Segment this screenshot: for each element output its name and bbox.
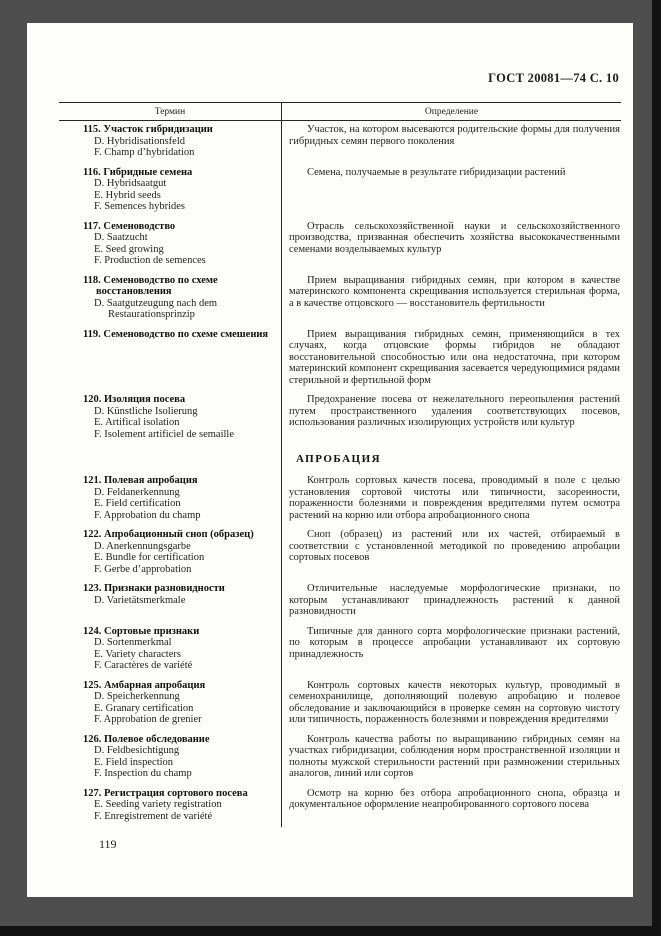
term-title: Регистрация сортового посева <box>104 787 248 799</box>
term-translation: D. Anerkennungsgarbe <box>94 540 191 552</box>
term-cell <box>59 472 282 526</box>
term-translation: D. Saatzucht <box>94 232 148 243</box>
term-cell <box>59 272 282 326</box>
term-translations <box>83 799 275 822</box>
term-title: Изоляция посева <box>104 394 186 405</box>
table-row <box>59 677 621 731</box>
term-cell <box>59 623 282 677</box>
term-line <box>83 680 275 692</box>
term-translation: F. Champ d’hybridation <box>94 147 195 158</box>
term-translation: F. Semences hybrides <box>94 201 186 212</box>
scan-edge-right <box>652 0 661 936</box>
term-number: 120. <box>83 394 102 405</box>
table-row <box>59 785 621 828</box>
term-definition: Предохранение посева от нежелательного переопыления растений путем пространственного удаления соответствующих посевов, использования различных изолирующих устройств или культур <box>289 394 620 428</box>
document-header: ГОСТ 20081—74 С. 10 <box>488 71 619 85</box>
term-translation: E. Granary certification <box>94 702 194 714</box>
term-definition: Прием выращивания гибридных семян, применяющийся в тех случаях, когда отцовские формы гибридов не обладают восстановительной способностью или она недостаточна, при котором материнский компонент скрещивания засевается чередующимися рядами стерильной и фертильной форм <box>289 328 620 386</box>
term-number: 118. <box>83 274 101 286</box>
scan-edge-bottom <box>0 926 661 936</box>
term-translation: F. Enregistrement de variété <box>94 810 213 822</box>
term-line <box>83 394 275 406</box>
term-cell <box>59 391 282 445</box>
term-title: Семеноводство по схеме восстановления <box>96 274 218 297</box>
table-row <box>59 218 621 272</box>
term-translation: E. Field certification <box>94 498 181 509</box>
column-header-term: Термин <box>59 103 282 120</box>
term-translation: F. Production de semences <box>94 255 206 266</box>
table-row <box>59 164 621 218</box>
term-translation: D. Sortenmerkmal <box>94 637 172 648</box>
term-translation: F. Caractères de variété <box>94 660 193 671</box>
term-number: 116. <box>83 166 101 178</box>
term-definition: Отличительные наследуемые морфологические признаки, по которым устанавливают принадлежность растений к данной разновидности <box>289 583 620 617</box>
term-line <box>83 329 275 341</box>
term-translations <box>83 232 275 267</box>
term-cell <box>59 121 282 164</box>
term-title: Полевое обследование <box>104 733 210 745</box>
term-number: 127. <box>83 787 102 799</box>
term-number: 126. <box>83 733 102 745</box>
term-number: 115. <box>83 124 101 135</box>
term-definition: Контроль сортовых качеств посева, проводимый в поле с целью установления сортовой чистоты или типичности, засоренности, пораженности болезнями и повреждения вредителями путем осмотра растений на корню или отбора апробационного снопа <box>289 475 620 521</box>
section-term-cell <box>59 445 282 472</box>
term-translation: F. Gerbe d’approbation <box>94 563 192 575</box>
document-page <box>27 23 633 897</box>
term-line <box>83 734 275 746</box>
term-translation: D. Hybridsaatgut <box>94 178 167 189</box>
term-translation: E. Field inspection <box>94 756 174 768</box>
term-number: 125. <box>83 679 102 691</box>
term-title: Семеноводство по схеме смешения <box>103 328 269 340</box>
term-translations <box>83 178 275 213</box>
term-definition: Прием выращивания гибридных семян, при котором в качестве материнского компонента скрещивания используется стерильная форма, а в качестве отцовского — восстановитель фертильности <box>289 274 620 309</box>
term-title: Полевая апробация <box>104 475 198 486</box>
table-row <box>59 472 621 526</box>
table-row <box>59 272 621 326</box>
term-definition: Типичные для данного сорта морфологические признаки растений, по которым в процессе апробации устанавливают их сортовую принадлежность <box>289 625 620 660</box>
column-header-definition: Определение <box>424 107 479 117</box>
term-translations <box>83 406 275 441</box>
term-cell <box>59 580 282 623</box>
term-cell <box>59 326 282 392</box>
term-translation: F. Isolement artificiel de semaille <box>94 428 234 440</box>
term-translations <box>83 487 275 522</box>
term-number: 119. <box>83 328 101 340</box>
section-title: АПРОБАЦИЯ <box>296 453 382 465</box>
term-title: Семеноводство <box>103 220 176 232</box>
table-row <box>59 623 621 677</box>
term-title: Амбарная апробация <box>104 679 206 691</box>
term-title: Апробационный сноп (образец) <box>104 529 254 540</box>
term-title: Гибридные семена <box>103 166 193 178</box>
term-translation: E. Artifical isolation <box>94 417 180 428</box>
page-number: 119 <box>99 837 117 851</box>
term-translation: D. Saatgutzeugung nach dem Restaurationsprinzip <box>94 297 218 320</box>
term-line <box>83 221 275 233</box>
term-translation: D. Varietätsmerkmale <box>94 594 186 606</box>
term-cell <box>59 526 282 580</box>
term-definition: Осмотр на корню без отбора апробационного снопа, образца и документальное оформление неапробированного сортового посева <box>289 787 620 810</box>
term-line <box>83 583 275 595</box>
term-line <box>83 475 275 487</box>
term-definition: Семена, получаемые в результате гибридизации растений <box>307 166 566 178</box>
term-translations <box>83 541 275 576</box>
term-translation: D. Hybridisationsfeld <box>94 135 185 147</box>
term-definition: Сноп (образец) из растений или их частей, отбираемый в соответствии с установленной методикой по проведению апробации сортовых посевов <box>289 529 620 563</box>
term-title: Сортовые признаки <box>104 625 200 637</box>
term-cell <box>59 731 282 785</box>
term-translation: E. Bundle for certification <box>94 552 205 563</box>
term-cell <box>59 218 282 272</box>
term-translation: E. Seed growing <box>94 243 164 255</box>
term-translation: D. Feldbesichtigung <box>94 745 180 756</box>
term-title: Участок гибридизации <box>103 124 213 135</box>
term-translations <box>83 595 275 607</box>
term-translation: D. Künstliche Isolierung <box>94 405 198 417</box>
term-translation: F. Approbation du champ <box>94 509 201 521</box>
term-translation: E. Hybrid seeds <box>94 189 161 201</box>
table-row <box>59 580 621 623</box>
table-row <box>59 526 621 580</box>
term-line <box>83 275 275 298</box>
term-translations <box>83 298 275 321</box>
table-header-row <box>59 103 621 121</box>
table-row <box>59 326 621 392</box>
term-definition: Участок, на котором высеваются родительские формы для получения гибридных семян первого поколения <box>289 124 620 147</box>
section-row <box>59 445 621 472</box>
term-number: 123. <box>83 583 102 594</box>
table-row <box>59 121 621 164</box>
term-definition: Отрасль сельскохозяйственной науки и сельскохозяйственного производства, призванная обеспечить хозяйства высококачественными семенами возделываемых культур <box>289 220 620 255</box>
term-line <box>83 788 275 800</box>
table-row <box>59 731 621 785</box>
term-number: 117. <box>83 220 101 232</box>
term-definition: Контроль качества работы по выращиванию гибридных семян на участках гибридизации, соблюдения норм пространственной изоляции и полноты мужской стерильности растений при размножении стерильных аналогов, линий или сортов <box>289 733 620 779</box>
table-row <box>59 391 621 445</box>
term-translation: E. Seeding variety registration <box>94 799 222 810</box>
term-translations <box>83 745 275 780</box>
term-translation: E. Variety characters <box>94 648 181 660</box>
term-translation: D. Speicherkennung <box>94 691 180 702</box>
term-number: 124. <box>83 625 102 637</box>
term-translation: F. Approbation de grenier <box>94 714 202 725</box>
term-title: Признаки разновидности <box>104 583 225 594</box>
term-translations <box>83 637 275 672</box>
term-line <box>83 529 275 541</box>
term-cell <box>59 677 282 731</box>
term-number: 121. <box>83 475 102 486</box>
terms-table <box>59 102 621 827</box>
term-translations <box>83 136 275 159</box>
term-line <box>83 124 275 136</box>
term-line <box>83 626 275 638</box>
term-translation: F. Inspection du champ <box>94 768 192 779</box>
term-cell <box>59 785 282 828</box>
term-translations <box>83 691 275 726</box>
term-cell <box>59 164 282 218</box>
term-translation: D. Feldanerkennung <box>94 486 180 498</box>
terms-table-body <box>59 121 621 827</box>
term-definition: Контроль сортовых качеств некоторых культур, проводимый в семенохранилище, дополняющий полевую апробацию и полевое обследование и заключающийся в проверке семян на сортовую чистоту или типичность, пораженность болезнями и повреждения вредителями <box>289 679 620 725</box>
term-line <box>83 167 275 179</box>
term-number: 122. <box>83 529 102 540</box>
